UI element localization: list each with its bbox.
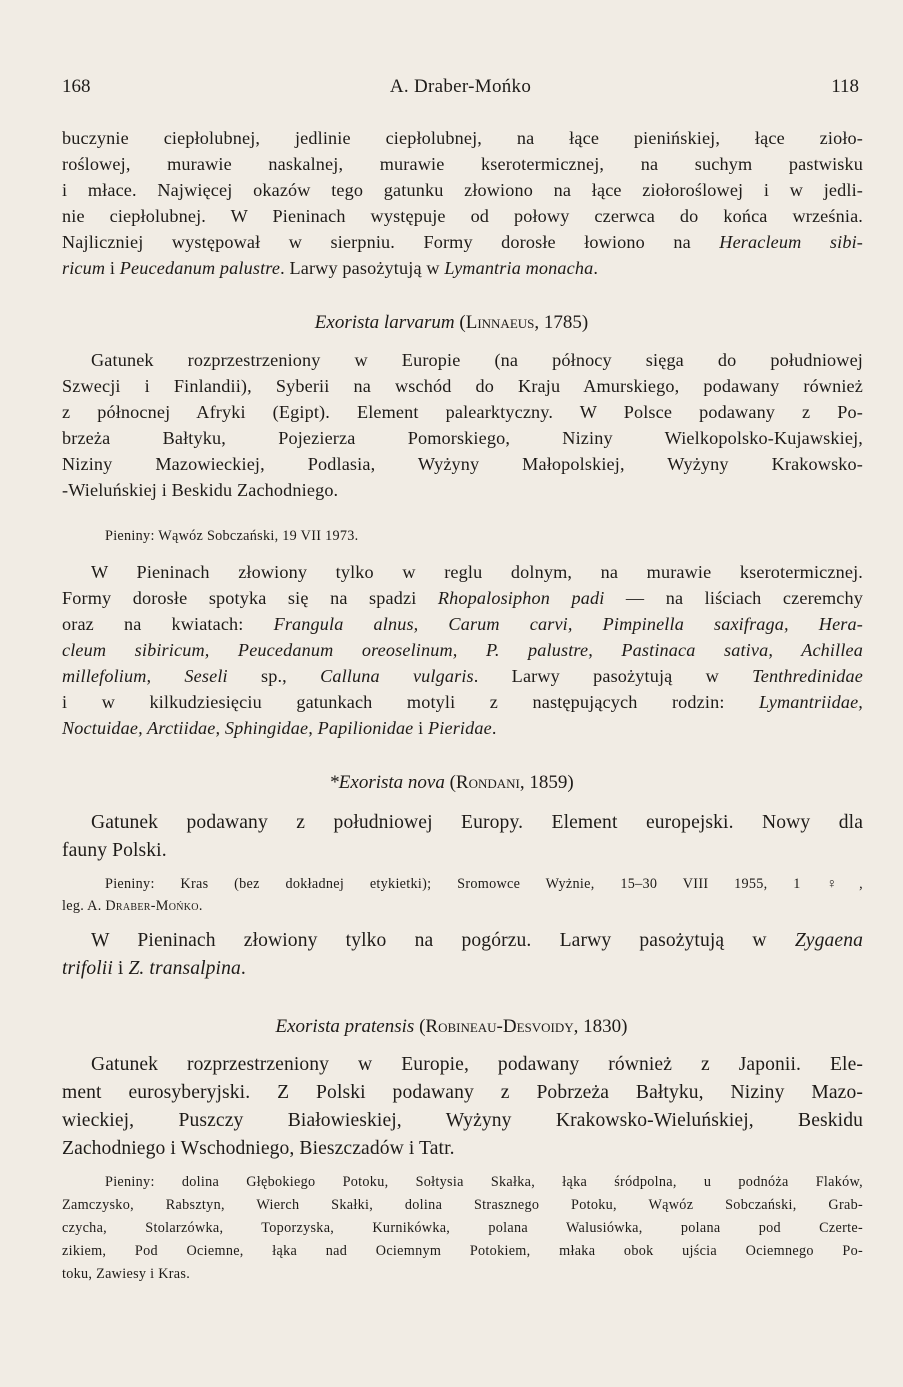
text-line: Niziny Mazowieckiej, Podlasia, Wyżyny Małopolskiej, Wyżyny Krakowsko- (62, 454, 863, 474)
text-line: Gatunek podawany z południowej Europy. Element europejski. Nowy dla (91, 812, 863, 833)
text-line: trifolii i Z. transalpina. (62, 958, 246, 979)
page-number-right: 118 (831, 76, 859, 97)
text-line: wieckiej, Puszczy Białowieskiej, Wyżyny Krakowsko-Wieluńskiej, Beskidu (62, 1110, 863, 1131)
text-line: Zachodniego i Wschodniego, Bieszczadów i Tatr. (62, 1138, 455, 1159)
text-line: cleum sibiricum, Peucedanum oreoselinum, P. palustre, Pastinaca sativa, Achillea (62, 640, 863, 660)
text-line: z północnej Afryki (Egipt). Element palearktyczny. W Polsce podawany z Po- (62, 402, 863, 422)
locality-record: toku, Zawiesy i Kras. (62, 1266, 191, 1282)
locality-record: Pieniny: dolina Głębokiego Potoku, Sołtysia Skałka, łąka śródpolna, u podnóża Flaków, (105, 1174, 863, 1190)
text-line: ment eurosyberyjski. Z Polski podawany z Pobrzeża Bałtyku, Niziny Mazo- (62, 1082, 863, 1103)
page-number-left: 168 (62, 76, 91, 97)
running-title: A. Draber-Mońko (389, 76, 532, 97)
text-line: Najliczniej występował w sierpniu. Formy dorosłe łowiono na Heracleum sibi- (62, 232, 863, 252)
locality-record: leg. A. Draber-Mońko. (62, 898, 203, 914)
text-line: i młace. Najwięcej okazów tego gatunku złowiono na łące ziołoroślowej i w jedli- (62, 180, 863, 200)
text-line: Gatunek rozprzestrzeniony w Europie, podawany również z Japonii. Ele- (91, 1054, 863, 1075)
species-heading: Exorista pratensis (Robineau-Desvoidy, 1830) (275, 1016, 628, 1037)
page-header (62, 76, 859, 104)
text-line: brzeża Bałtyku, Pojezierza Pomorskiego, Niziny Wielkopolsko-Kujawskiej, (62, 428, 863, 448)
locality-record: zikiem, Pod Ociemne, łąka nad Ociemnym Potokiem, młaka obok ujścia Ociemnego Po- (62, 1243, 863, 1259)
locality-record: Pieniny: Wąwóz Sobczański, 19 VII 1973. (105, 528, 359, 544)
text-line: buczynie ciepłolubnej, jedlinie ciepłolubnej, na łące pienińskiej, łące zioło- (62, 128, 863, 148)
text-line: i w kilkudziesięciu gatunkach motyli z następujących rodzin: Lymantriidae, (62, 692, 863, 712)
text-line: Gatunek rozprzestrzeniony w Europie (na północy sięga do południowej (91, 350, 863, 370)
text-line: Noctuidae, Arctiidae, Sphingidae, Papilionidae i Pieridae. (62, 718, 497, 738)
species-heading: Exorista larvarum (Linnaeus, 1785) (314, 312, 589, 333)
text-line: nie ciepłolubnej. W Pieninach występuje od połowy czerwca do końca września. (62, 206, 863, 226)
text-line: -Wieluńskiej i Beskidu Zachodniego. (62, 480, 339, 500)
locality-record: Zamczysko, Rabsztyn, Wierch Skałki, dolina Strasznego Potoku, Wąwóz Sobczański, Grab- (62, 1197, 863, 1213)
text-line: ricum i Peucedanum palustre. Larwy pasożytują w Lymantria monacha. (62, 258, 599, 278)
text-line: oraz na kwiatach: Frangula alnus, Carum carvi, Pimpinella saxifraga, Hera- (62, 614, 863, 634)
text-line: Formy dorosłe spotyka się na spadzi Rhopalosiphon padi — na liściach czeremchy (62, 588, 864, 608)
text-line: fauny Polski. (62, 840, 167, 861)
text-line: Szwecji i Finlandii), Syberii na wschód do Kraju Amurskiego, podawany również (62, 376, 863, 396)
text-line: roślowej, murawie naskalnej, murawie kserotermicznej, na suchym pastwisku (62, 154, 863, 174)
text-line: millefolium, Seseli sp., Calluna vulgaris. Larwy pasożytują w Tenthredinidae (62, 666, 864, 686)
text-line: W Pieninach złowiony tylko na pogórzu. Larwy pasożytują w Zygaena (91, 930, 863, 951)
locality-record: Pieniny: Kras (bez dokładnej etykietki); Sromowce Wyżnie, 15–30 VIII 1955, 1 ♀, (105, 876, 863, 892)
species-heading: *Exorista nova (Rondani, 1859) (329, 772, 574, 793)
text-line: W Pieninach złowiony tylko w reglu dolnym, na murawie kserotermicznej. (91, 562, 863, 582)
locality-record: czycha, Stolarzówka, Toporzyska, Kurnikówka, polana Walusiówka, polana pod Czerte- (62, 1220, 863, 1236)
